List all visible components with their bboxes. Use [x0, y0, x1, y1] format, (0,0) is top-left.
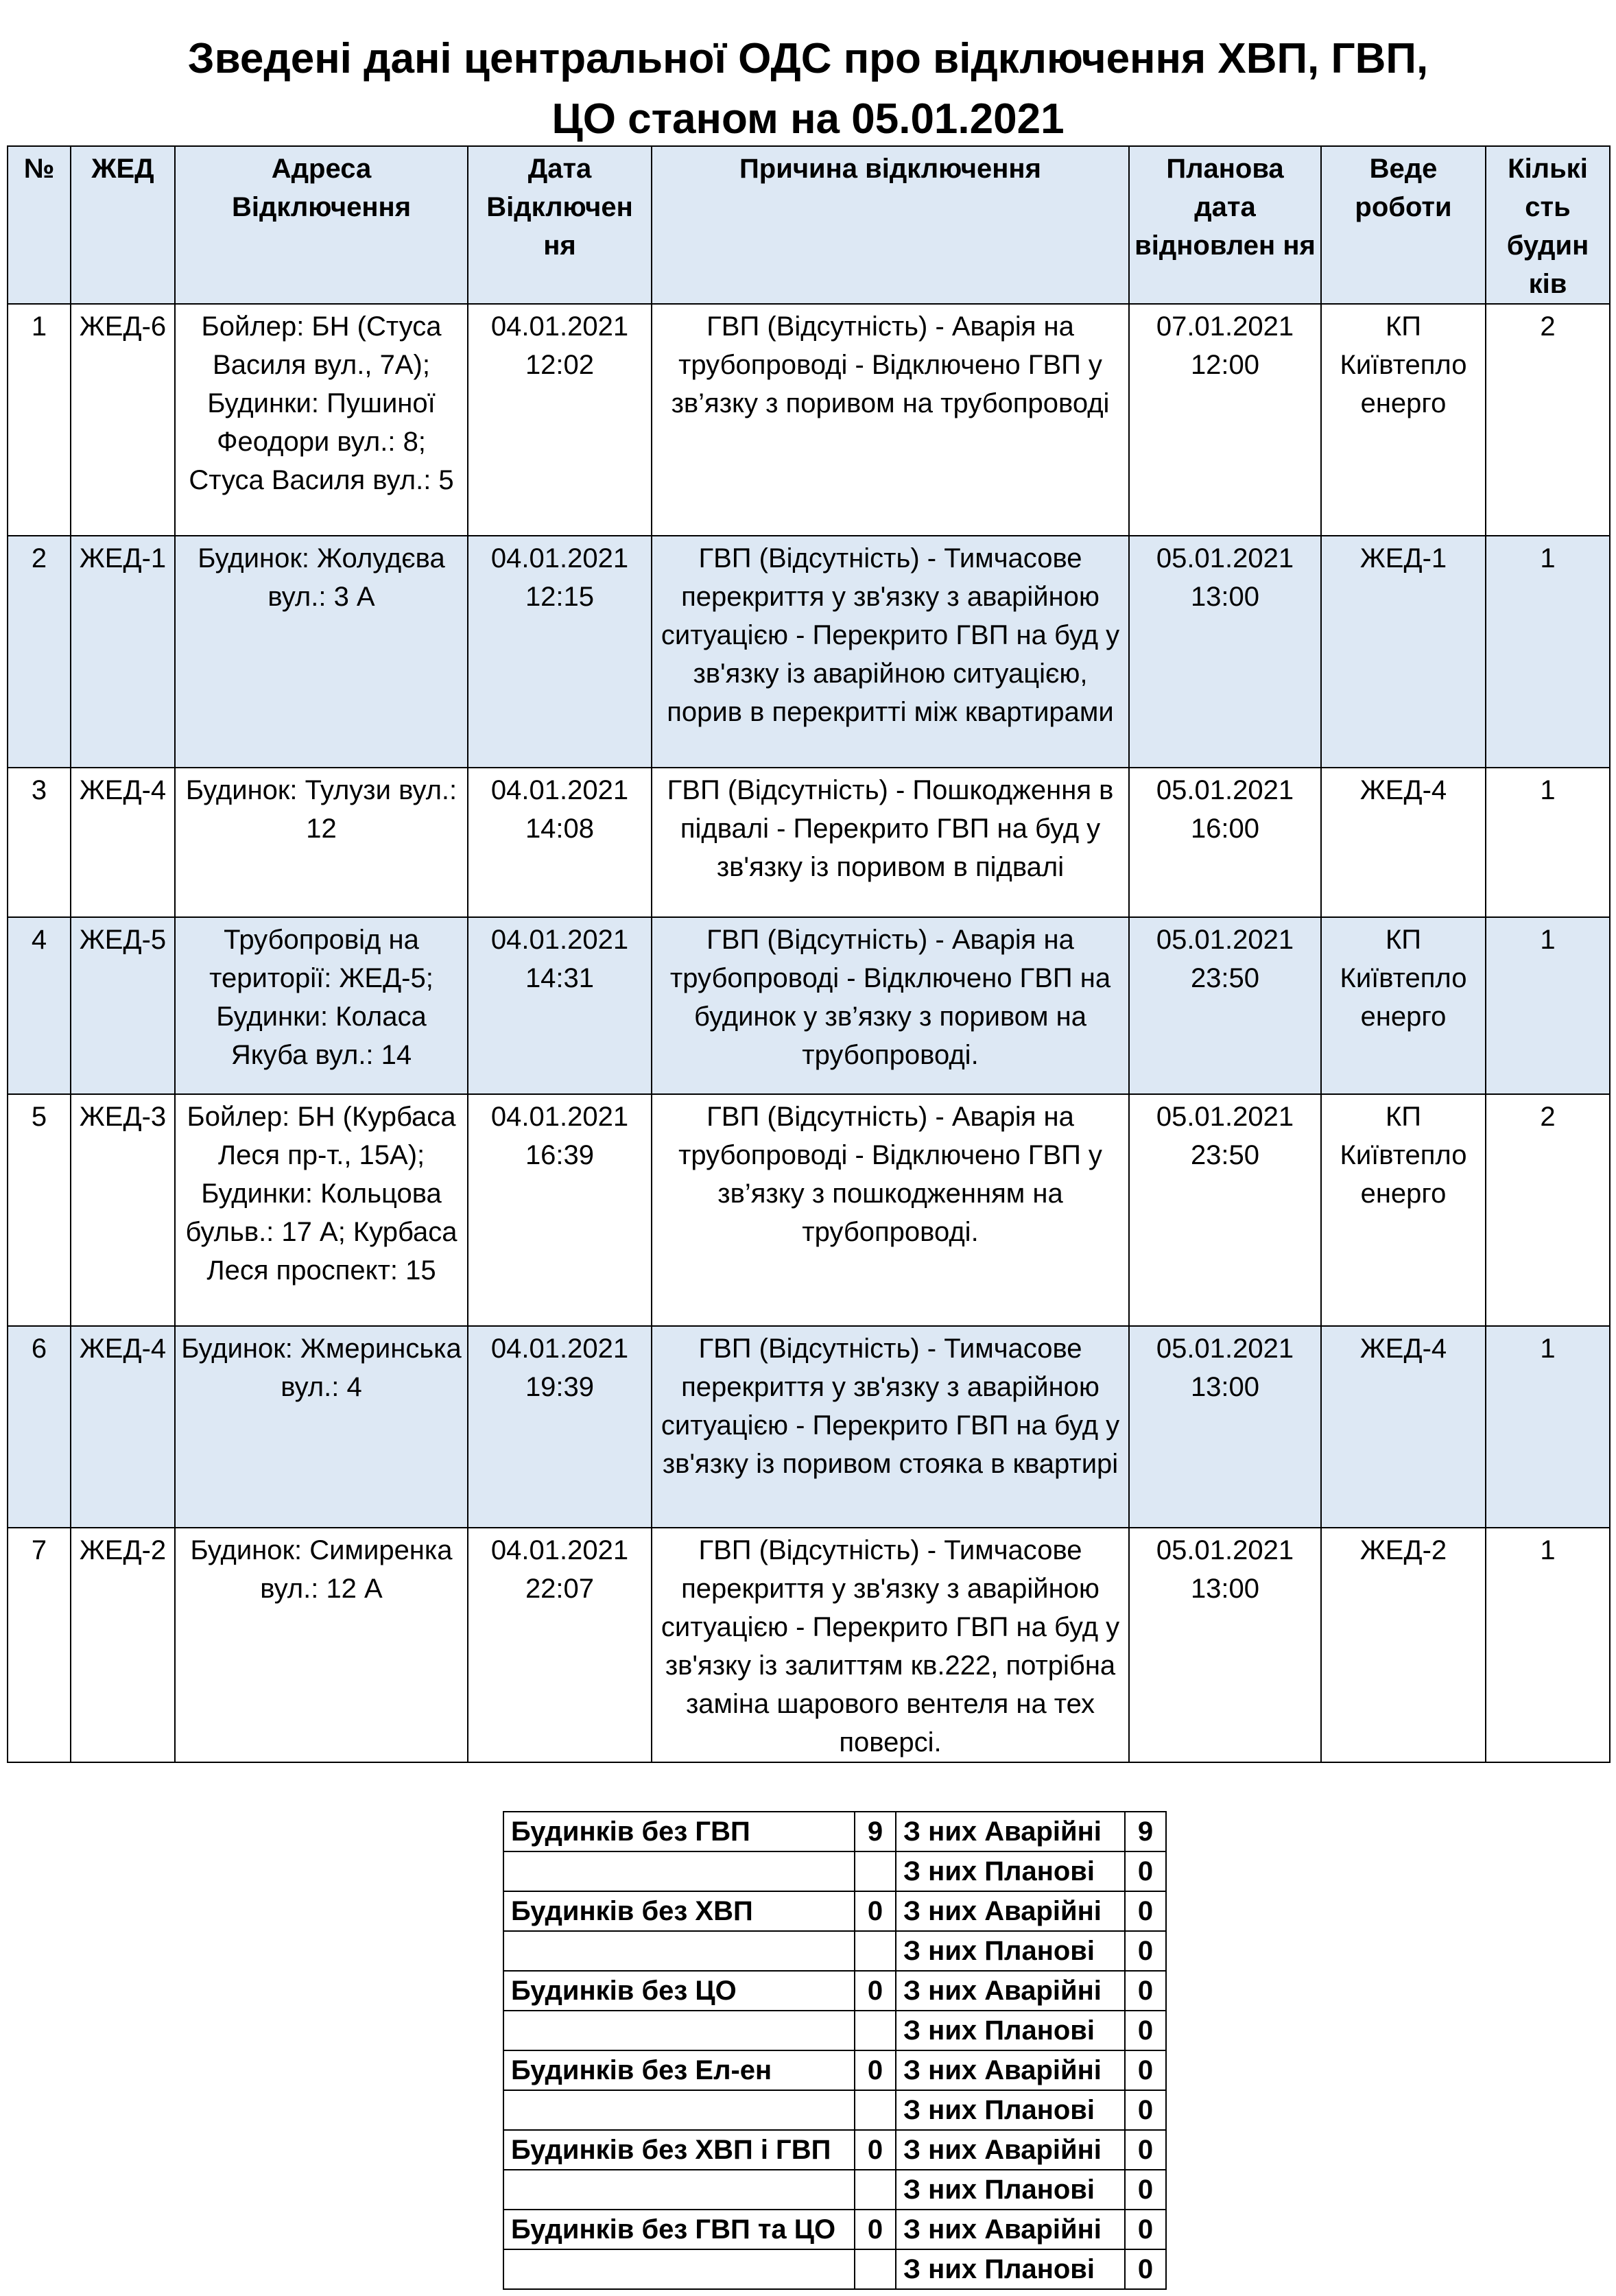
cell-address: Будинок: Симиренка вул.: 12 А	[175, 1528, 468, 1762]
header-date-restore: Планова дата відновлен ня	[1129, 146, 1321, 304]
summary-v2: 0	[1125, 2011, 1166, 2050]
cell-reason: ГВП (Відсутність) - Тимчасове перекриття у зв'язку з аварійною ситуацією - Перекрито ГВП на буд у зв'язку із поривом стояка в квартирі	[652, 1326, 1129, 1528]
header-zhed: ЖЕД	[71, 146, 175, 304]
table-row	[8, 1094, 1610, 1326]
summary-total: 0	[855, 2130, 896, 2170]
summary-sub2: З них Планові	[896, 2090, 1125, 2130]
cell-count: 2	[1486, 304, 1610, 536]
cell-date-restore: 05.01.2021 23:50	[1129, 1094, 1321, 1326]
summary-row	[503, 1891, 1166, 1931]
summary-v2: 0	[1125, 2090, 1166, 2130]
cell-address: Будинок: Жолудєва вул.: 3 А	[175, 536, 468, 768]
cell-date-off: 04.01.2021 16:39	[468, 1094, 652, 1326]
cell-date-off: 04.01.2021 14:31	[468, 917, 652, 1094]
title-line-1: Зведені дані центральної ОДС про відключення ХВП, ГВП,	[187, 35, 1429, 82]
cell-reason: ГВП (Відсутність) - Пошкодження в підвалі - Перекрито ГВП на буд у зв'язку із поривом в підвалі	[652, 768, 1129, 917]
summary-row	[503, 1851, 1166, 1891]
cell-zhed: ЖЕД-4	[71, 1326, 175, 1528]
summary-empty	[503, 2249, 855, 2289]
summary-row	[503, 1812, 1166, 1851]
summary-v2: 0	[1125, 1851, 1166, 1891]
summary-sub1: З них Аварійні	[896, 1971, 1125, 2011]
summary-empty	[503, 2170, 855, 2210]
cell-num: 1	[8, 304, 71, 536]
summary-row	[503, 1931, 1166, 1971]
summary-row	[503, 2050, 1166, 2090]
cell-count: 1	[1486, 536, 1610, 768]
cell-works: КП Київтепло енерго	[1321, 304, 1486, 536]
summary-v1: 0	[1125, 1891, 1166, 1931]
summary-label: Будинків без ГВП та ЦО	[503, 2210, 855, 2249]
document-title	[0, 29, 1616, 150]
summary-total: 0	[855, 2050, 896, 2090]
summary-total: 0	[855, 1971, 896, 2011]
cell-reason: ГВП (Відсутність) - Аварія на трубопроводі - Відключено ГВП на будинок у зв’язку з поривом на трубопроводі.	[652, 917, 1129, 1094]
summary-empty	[503, 1851, 855, 1891]
cell-count: 1	[1486, 768, 1610, 917]
cell-address: Бойлер: БН (Стуса Василя вул., 7А); Будинки: Пушиної Феодори вул.: 8; Стуса Василя вул.: 5	[175, 304, 468, 536]
header-count: Кількі сть будин ків	[1486, 146, 1610, 304]
summary-sub1: З них Аварійні	[896, 2050, 1125, 2090]
table-row	[8, 1326, 1610, 1528]
cell-date-restore: 05.01.2021 13:00	[1129, 1326, 1321, 1528]
summary-label: Будинків без ЦО	[503, 1971, 855, 2011]
header-works: Веде роботи	[1321, 146, 1486, 304]
cell-count: 1	[1486, 1326, 1610, 1528]
cell-date-restore: 05.01.2021 16:00	[1129, 768, 1321, 917]
summary-sub1: З них Аварійні	[896, 1812, 1125, 1851]
cell-works: КП Київтепло енерго	[1321, 1094, 1486, 1326]
summary-total: 9	[855, 1812, 896, 1851]
cell-date-off: 04.01.2021 12:15	[468, 536, 652, 768]
table-row	[8, 536, 1610, 768]
cell-works: КП Київтепло енерго	[1321, 917, 1486, 1094]
summary-row	[503, 2210, 1166, 2249]
cell-reason: ГВП (Відсутність) - Аварія на трубопроводі - Відключено ГВП у зв’язку з пошкодженням на трубопроводі.	[652, 1094, 1129, 1326]
summary-label: Будинків без Ел-ен	[503, 2050, 855, 2090]
cell-works: ЖЕД-4	[1321, 1326, 1486, 1528]
cell-reason: ГВП (Відсутність) - Аварія на трубопроводі - Відключено ГВП у зв’язку з поривом на трубопроводі	[652, 304, 1129, 536]
cell-address: Бойлер: БН (Курбаса Леся пр-т., 15А); Будинки: Кольцова бульв.: 17 А; Курбаса Леся проспект: 15	[175, 1094, 468, 1326]
summary-row	[503, 2249, 1166, 2289]
cell-works: ЖЕД-1	[1321, 536, 1486, 768]
cell-num: 7	[8, 1528, 71, 1762]
summary-v2: 0	[1125, 2249, 1166, 2289]
cell-zhed: ЖЕД-3	[71, 1094, 175, 1326]
cell-zhed: ЖЕД-2	[71, 1528, 175, 1762]
summary-empty	[855, 2170, 896, 2210]
cell-zhed: ЖЕД-5	[71, 917, 175, 1094]
table-row	[8, 768, 1610, 917]
cell-date-restore: 05.01.2021 13:00	[1129, 536, 1321, 768]
cell-zhed: ЖЕД-6	[71, 304, 175, 536]
summary-label: Будинків без ХВП і ГВП	[503, 2130, 855, 2170]
header-row	[8, 146, 1610, 304]
cell-date-off: 04.01.2021 22:07	[468, 1528, 652, 1762]
table-row	[8, 1528, 1610, 1762]
summary-v1: 0	[1125, 2050, 1166, 2090]
cell-num: 2	[8, 536, 71, 768]
summary-sub2: З них Планові	[896, 1851, 1125, 1891]
cell-works: ЖЕД-4	[1321, 768, 1486, 917]
cell-date-off: 04.01.2021 19:39	[468, 1326, 652, 1528]
cell-num: 6	[8, 1326, 71, 1528]
cell-zhed: ЖЕД-1	[71, 536, 175, 768]
summary-empty	[503, 2011, 855, 2050]
cell-count: 1	[1486, 1528, 1610, 1762]
summary-sub2: З них Планові	[896, 2011, 1125, 2050]
cell-count: 2	[1486, 1094, 1610, 1326]
cell-count: 1	[1486, 917, 1610, 1094]
summary-row	[503, 2170, 1166, 2210]
summary-empty	[503, 1931, 855, 1971]
summary-sub2: З них Планові	[896, 2249, 1125, 2289]
cell-num: 4	[8, 917, 71, 1094]
summary-empty	[855, 2249, 896, 2289]
summary-row	[503, 2011, 1166, 2050]
cell-date-off: 04.01.2021 14:08	[468, 768, 652, 917]
summary-sub1: З них Аварійні	[896, 2210, 1125, 2249]
header-date-off: Дата Відключен ня	[468, 146, 652, 304]
summary-total: 0	[855, 1891, 896, 1931]
summary-sub2: З них Планові	[896, 1931, 1125, 1971]
summary-empty	[855, 2090, 896, 2130]
cell-reason: ГВП (Відсутність) - Тимчасове перекриття у зв'язку з аварійною ситуацією - Перекрито ГВП на буд у зв'язку із аварійною ситуацією, порив в перекритті між квартирами	[652, 536, 1129, 768]
summary-v1: 0	[1125, 1971, 1166, 2011]
summary-row	[503, 2130, 1166, 2170]
summary-empty	[855, 2011, 896, 2050]
cell-date-restore: 05.01.2021 23:50	[1129, 917, 1321, 1094]
summary-v1: 9	[1125, 1812, 1166, 1851]
header-reason: Причина відключення	[652, 146, 1129, 304]
summary-label: Будинків без ХВП	[503, 1891, 855, 1931]
cell-num: 5	[8, 1094, 71, 1326]
cell-num: 3	[8, 768, 71, 917]
table-row	[8, 917, 1610, 1094]
cell-date-restore: 07.01.2021 12:00	[1129, 304, 1321, 536]
summary-v2: 0	[1125, 1931, 1166, 1971]
summary-empty	[855, 1851, 896, 1891]
summary-total: 0	[855, 2210, 896, 2249]
summary-v1: 0	[1125, 2130, 1166, 2170]
title-line-2: ЦО станом на 05.01.2021	[551, 95, 1065, 143]
summary-table	[503, 1811, 1167, 2290]
cell-address: Трубопровід на території: ЖЕД-5; Будинки: Коласа Якуба вул.: 14	[175, 917, 468, 1094]
table-row	[8, 304, 1610, 536]
summary-empty	[855, 1931, 896, 1971]
header-num: №	[8, 146, 71, 304]
summary-sub1: З них Аварійні	[896, 1891, 1125, 1931]
header-address: Адреса Відключення	[175, 146, 468, 304]
cell-address: Будинок: Жмеринська вул.: 4	[175, 1326, 468, 1528]
cell-date-off: 04.01.2021 12:02	[468, 304, 652, 536]
summary-v2: 0	[1125, 2170, 1166, 2210]
summary-v1: 0	[1125, 2210, 1166, 2249]
summary-sub2: З них Планові	[896, 2170, 1125, 2210]
cell-zhed: ЖЕД-4	[71, 768, 175, 917]
cell-address: Будинок: Тулузи вул.: 12	[175, 768, 468, 917]
summary-empty	[503, 2090, 855, 2130]
cell-date-restore: 05.01.2021 13:00	[1129, 1528, 1321, 1762]
summary-row	[503, 1971, 1166, 2011]
summary-label: Будинків без ГВП	[503, 1812, 855, 1851]
cell-reason: ГВП (Відсутність) - Тимчасове перекриття у зв'язку з аварійною ситуацією - Перекрито ГВП на буд у зв'язку із залиттям кв.222, потрібна заміна шарового вентеля на тех поверсі.	[652, 1528, 1129, 1762]
outages-table	[7, 145, 1611, 1763]
summary-row	[503, 2090, 1166, 2130]
summary-sub1: З них Аварійні	[896, 2130, 1125, 2170]
cell-works: ЖЕД-2	[1321, 1528, 1486, 1762]
